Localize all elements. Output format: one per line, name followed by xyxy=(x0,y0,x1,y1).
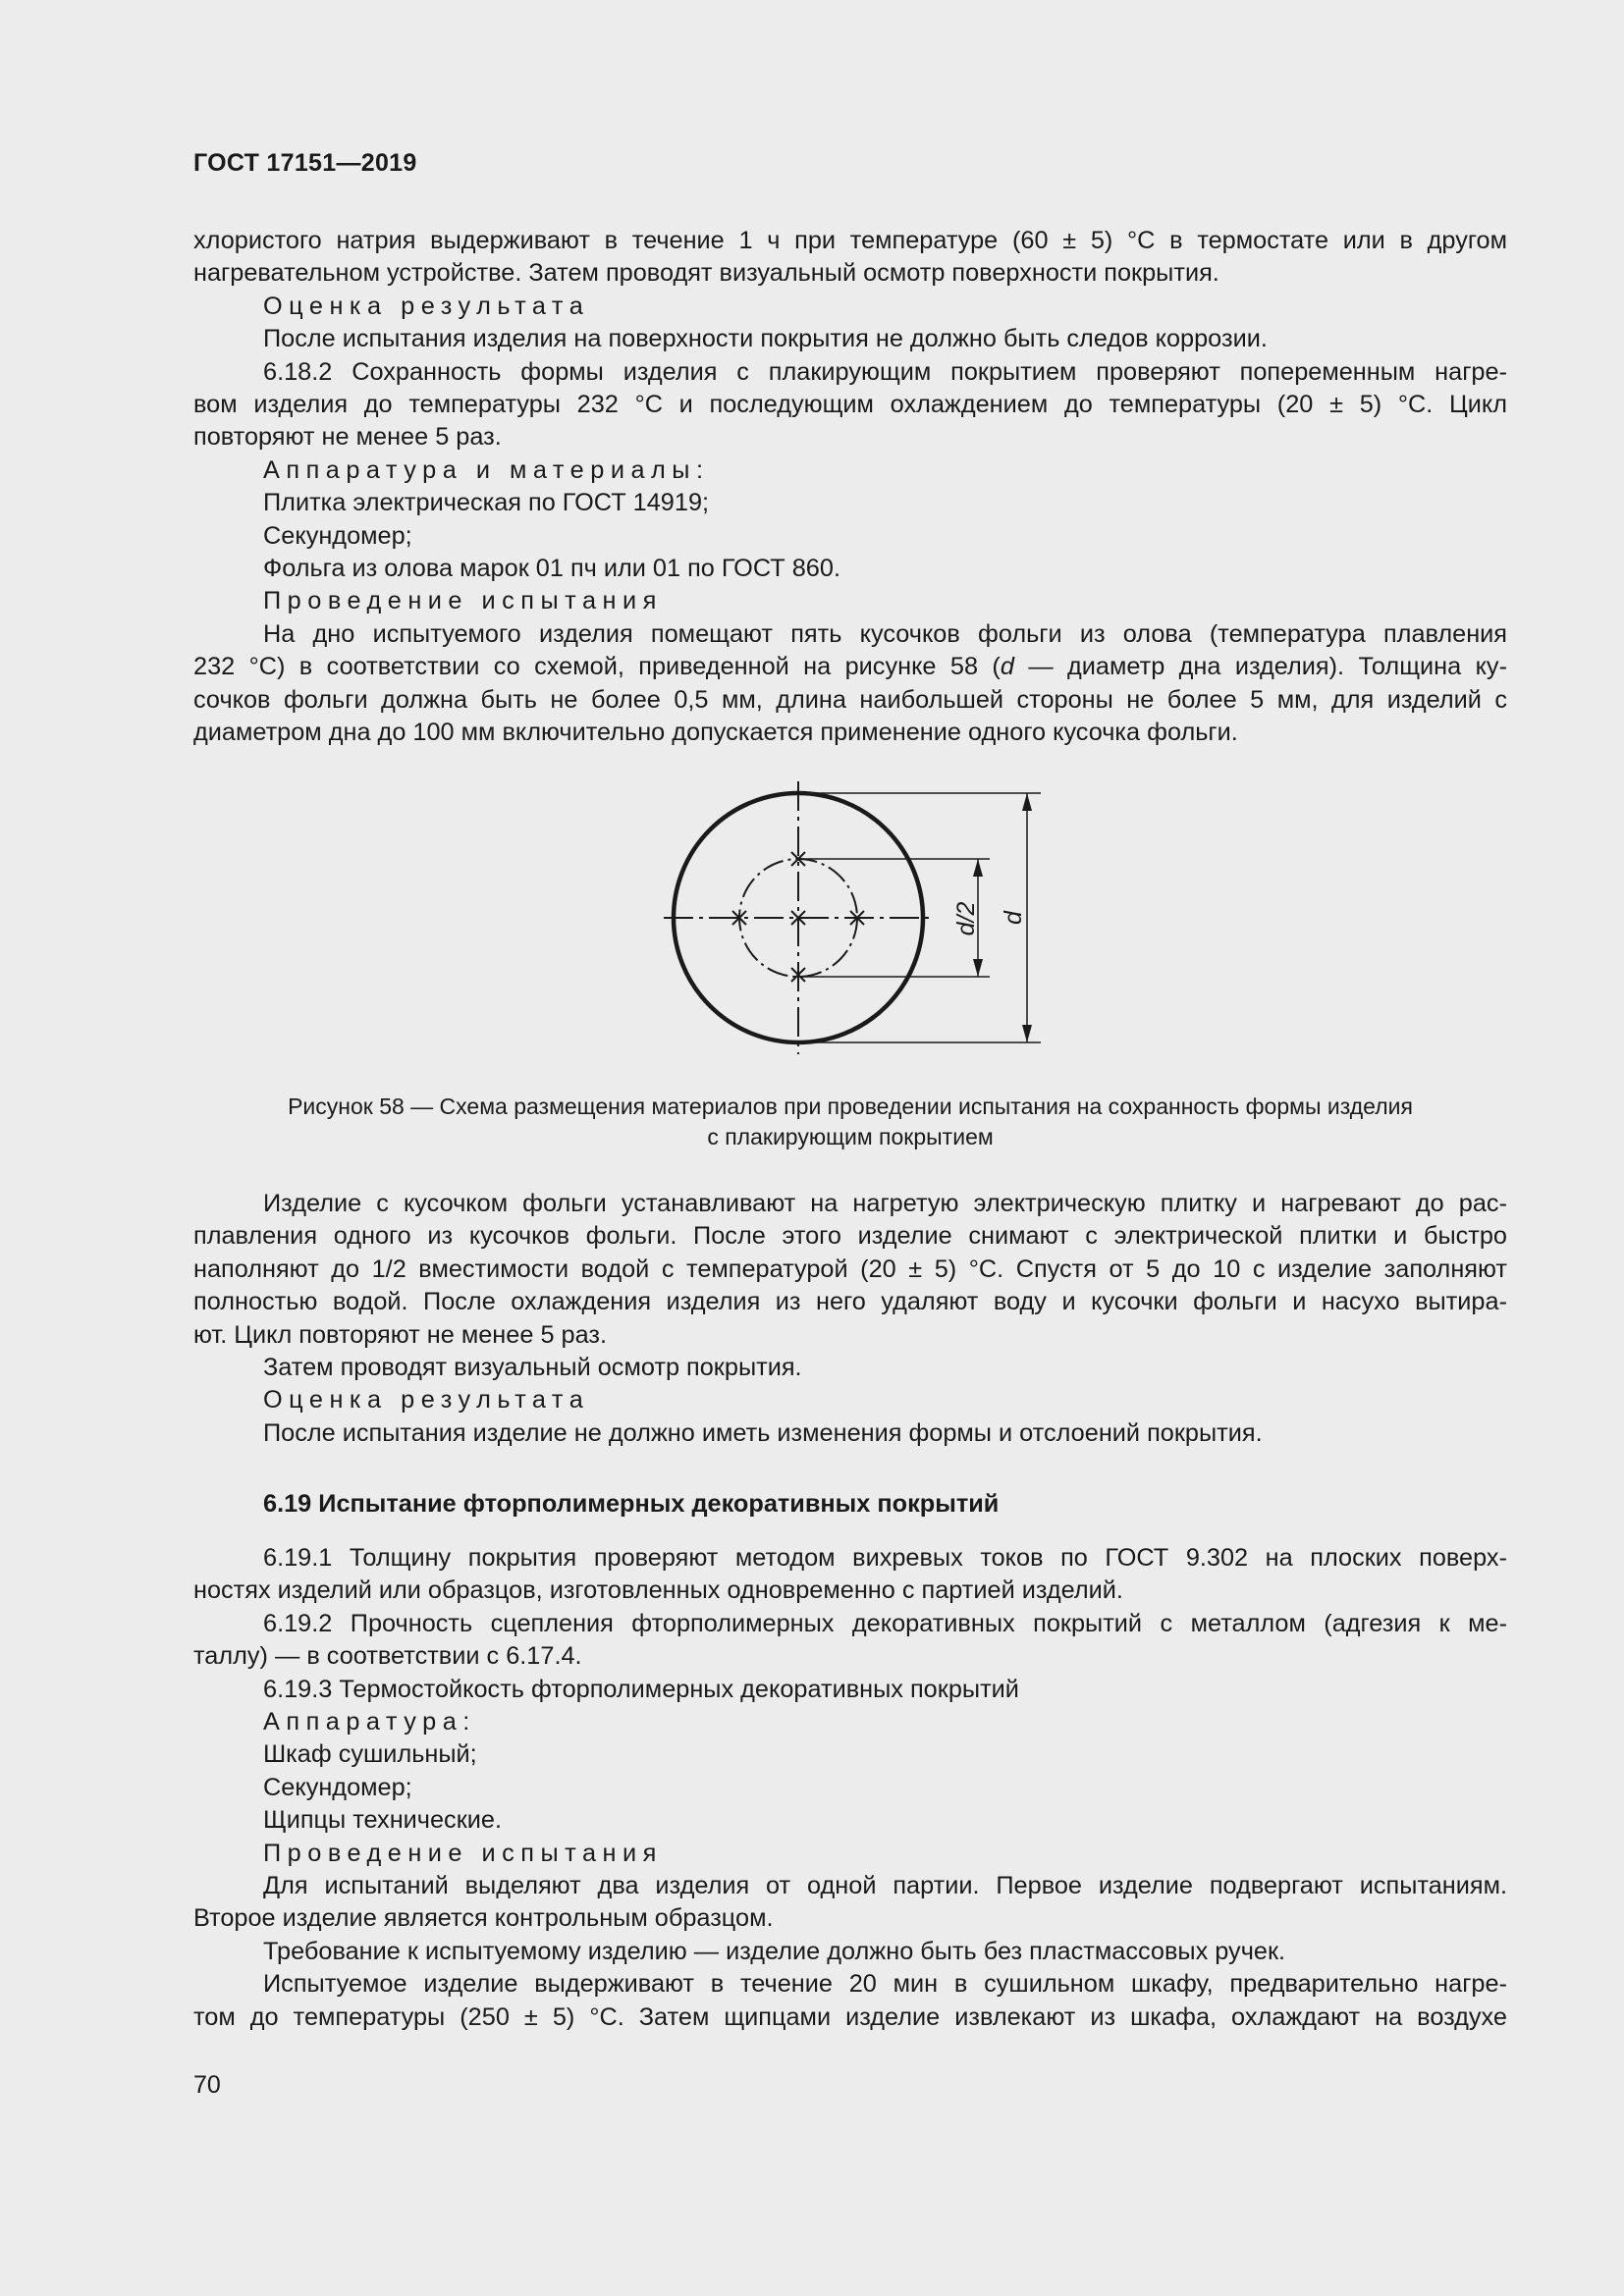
subheading-spaced: Аппаратура и материалы: xyxy=(263,455,710,484)
text-line: плавления одного из кусочков фольги. После этого изделие снимают с электрической плитки и быстро xyxy=(193,1222,1507,1251)
text-line: 6.19.3 Термостойкость фторполимерных декоративных покрытий xyxy=(263,1675,1019,1703)
text-line: ностях изделий или образцов, изготовленных одновременно с партией изделий. xyxy=(193,1576,1123,1605)
text-line: диаметром дна до 100 мм включительно допускается применение одного кусочка фольги. xyxy=(193,719,1238,747)
text-line: хлористого натрия выдерживают в течение 1 ч при температуре (60 ± 5) °С в термостате или в другом xyxy=(193,227,1507,254)
text-line: таллу) — в соответствии с 6.17.4. xyxy=(193,1642,582,1671)
text-line: 232 °С) в соответствии со схемой, приведенной на рисунке 58 (d — диаметр дна изделия). Толщина ку- xyxy=(193,653,1507,681)
text-line: 6.18.2 Сохранность формы изделия с плакирующим покрытием проверяют попеременным нагре- xyxy=(263,357,1507,386)
text-line: наполняют до 1/2 вместимости водой с температурой (20 ± 5) °С. Спустя от 5 до 10 с изделие заполняют xyxy=(193,1255,1507,1283)
text-line: полностью водой. После охлаждения изделия из него удаляют воду и кусочки фольги и насухо вытира- xyxy=(193,1288,1507,1316)
figure-caption xyxy=(193,1092,1507,1152)
subheading-spaced: Аппаратура: xyxy=(263,1708,476,1736)
text-line: Испытуемое изделие выдерживают в течение 20 мин в сушильном шкафу, предварительно нагре- xyxy=(263,1970,1507,1999)
text-line: Изделие с кусочком фольги устанавливают на нагретую электрическую плитку и нагревают до рас- xyxy=(263,1190,1507,1217)
caption-line: с плакирующим покрытием xyxy=(707,1124,994,1149)
text-line: том до температуры (250 ± 5) °С. Затем щипцами изделие извлекают из шкафа, охлаждают на воздухе xyxy=(193,2002,1507,2031)
figure-58-diagram xyxy=(0,0,1624,1080)
dimension-label-half: d/2 xyxy=(952,901,980,936)
list-item: Секундомер; xyxy=(263,521,412,550)
text-line: На дно испытуемого изделия помещают пять кусочков фольги из олова (температура плавления xyxy=(263,619,1507,648)
text-line: Для испытаний выделяют два изделия от одной партии. Первое изделие подвергают испытаниям. xyxy=(263,1872,1507,1900)
list-item: Плитка электрическая по ГОСТ 14919; xyxy=(263,489,710,517)
text-line: ют. Цикл повторяют не менее 5 раз. xyxy=(193,1320,608,1349)
document-header: ГОСТ 17151—2019 xyxy=(193,149,417,177)
text-line: После испытания изделия на поверхности покрытия не должно быть следов коррозии. xyxy=(263,325,1268,353)
text-block-2 xyxy=(193,1188,1507,1450)
list-item: Шкаф сушильный; xyxy=(263,1740,477,1769)
text-line: вом изделия до температуры 232 °С и последующим охлаждением до температуры (20 ± 5) °С. Цикл xyxy=(193,391,1507,419)
subheading-spaced: Проведение испытания xyxy=(263,1839,663,1867)
subheading-spaced: Проведение испытания xyxy=(263,587,663,615)
subheading-spaced: Оценка результата xyxy=(263,1386,590,1415)
text-line: сочков фольги должна быть не более 0,5 мм, длина наибольшей стороны не более 5 мм, для изделий с xyxy=(193,685,1507,714)
dimension-label-full: d xyxy=(1000,911,1027,925)
text-line: повторяют не менее 5 раз. xyxy=(193,423,502,452)
list-item: Фольга из олова марок 01 пч или 01 по ГОСТ 860. xyxy=(263,555,840,583)
caption-line: Рисунок 58 — Схема размещения материалов при проведении испытания на сохранность формы изделия xyxy=(288,1094,1413,1119)
text-line: Второе изделие является контрольным образцом. xyxy=(193,1904,774,1933)
list-item: Щипцы технические. xyxy=(263,1806,503,1835)
page-number: 70 xyxy=(193,2071,221,2099)
text-line: Требование к испытуемому изделию — изделие должно быть без пластмассовых ручек. xyxy=(263,1937,1286,1965)
text-block-3 xyxy=(193,1542,1507,2034)
list-item: Секундомер; xyxy=(263,1773,412,1801)
text-line: После испытания изделие не должно иметь изменения формы и отслоений покрытия. xyxy=(263,1418,1263,1447)
text-line: Затем проводят визуальный осмотр покрытия. xyxy=(263,1354,802,1382)
text-line: 6.19.1 Толщину покрытия проверяют методом вихревых токов по ГОСТ 9.302 на плоских поверх- xyxy=(263,1544,1507,1572)
subheading-spaced: Оценка результата xyxy=(263,292,590,320)
text-line: нагревательном устройстве. Затем проводят визуальный осмотр поверхности покрытия. xyxy=(193,259,1219,288)
section-heading: 6.19 Испытание фторполимерных декоративных покрытий xyxy=(263,1490,1000,1518)
text-line: 6.19.2 Прочность сцепления фторполимерных декоративных покрытий с металлом (адгезия к ме- xyxy=(263,1609,1507,1637)
